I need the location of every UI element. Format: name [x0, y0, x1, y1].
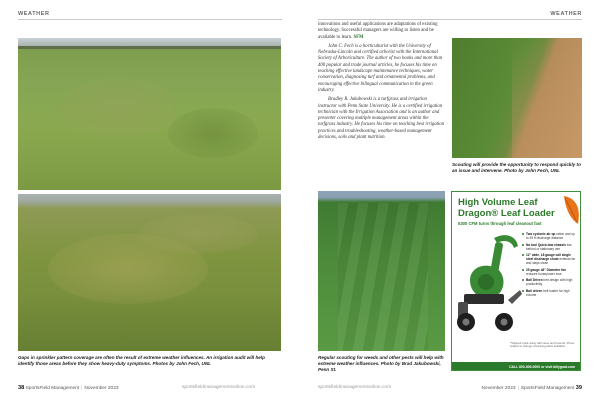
ad-feature-item: 12" wide, 18 gauge call single steel discharge chute extends far and stays clean: [522, 253, 578, 265]
photo-sprinkler-top: [18, 38, 281, 190]
end-mark: SFM: [353, 34, 364, 40]
footer-mag-right: SportsField Management: [520, 386, 575, 391]
footer-separator: |: [517, 386, 519, 391]
article-intro: [318, 22, 446, 41]
ad-title-line2: Dragon® Leaf Loader: [458, 207, 555, 219]
author-bio-fech: John C. Fech is a horticulturist with the University of Nebraska-Lincoln and certified arborist with the International Society of Arboriculture. The author of two books and more than 400 popular and trade journal articles, he focuses his time on teaching effective landscape maintenance techniques, water conservation, diagnosing turf and ornamental problems, and encouraging effective bilingual communication in the green industry.: [318, 43, 443, 93]
leaf-loader-machine-icon: [454, 230, 524, 336]
footer-right: [481, 385, 582, 391]
ad-feature-item: Two cyclonic air op ration and up to 45 ft discharge distance: [522, 232, 578, 240]
ad-title: [458, 198, 568, 219]
photo-scouting-turf: [452, 38, 582, 158]
author-bio-jakubowski: Bradley R. Jakubowski is a turfgrass and irrigation instructor with Penn State University. He is a certified irrigation technician with the Irrigation Association and is an author and presenter covering multiple management areas within the turfgrass industry. He focuses his time on teaching best irrigation practices and troubleshooting, weather-based management decisions, soils and plant nutrition.: [318, 97, 445, 141]
article-intro-text: innovations and useful applications are adaptations of existing technology. Successful managers are willing to listen and be available to learn.: [318, 22, 438, 40]
ad-feature-item: No tool Quick-tow chassis tow behind or stationary use: [522, 243, 578, 251]
photo-sprinkler-bottom: [18, 194, 281, 351]
ad-title-line1: High Volume Leaf: [458, 197, 538, 208]
footer-date-left: November 2023: [84, 386, 119, 391]
ad-feature-item: Ball Driven belt design with high productivity: [522, 278, 578, 286]
header-label-left: WEATHER: [18, 11, 50, 17]
leaf-loader-ad[interactable]: [451, 191, 581, 371]
article-column: [318, 22, 446, 144]
footer-url-right[interactable]: sportsfieldmanagementonline.com: [318, 385, 392, 390]
ad-url-link[interactable]: CALL 800-800-0000 or visit billygoat.com: [509, 364, 575, 369]
ad-feature-item: Bail driven belt loader for high volume: [522, 289, 578, 297]
footer-date-right: November 2023: [481, 386, 516, 391]
header-label-right: WEATHER: [550, 11, 582, 17]
header-divider-right: [318, 19, 582, 20]
ad-subtitle: 5300 CFM turns through leaf cleanout fast: [458, 221, 542, 226]
footer-left: [18, 385, 119, 391]
leaf-logo-icon: [562, 194, 581, 228]
page-number-right: 39: [575, 385, 582, 391]
caption-left: Gaps in sprinkler pattern coverage are often the result of extreme weather influences. An irrigation audit will help identify those areas before they show heavy-duty symptoms. Photos by John Fech, UNL: [18, 355, 265, 367]
footer-mag-left: SportsField Management: [25, 386, 80, 391]
photo-scouting-field: [318, 191, 445, 351]
footer-separator: |: [81, 386, 83, 391]
footer-url-left[interactable]: sportsfieldmanagementonline.com: [182, 385, 256, 390]
caption-middle: Regular scouting for weeds and other pests will help with extreme weather influences. Photo by Brad Jakubowski, Penn St.: [318, 355, 444, 373]
header-divider-left: [18, 19, 282, 20]
ad-feature-list: [522, 232, 578, 299]
caption-right: Scouting will provide the opportunity to respond quickly to an issue and intervene. Photo by John Fech, UNL: [452, 162, 581, 174]
ad-fine-print: *Shipped truck-ready with Hose and hose kit. Prices subject to change. Financing plans available.: [510, 341, 575, 349]
page-number-left: 38: [18, 385, 25, 391]
ad-feature-item: 25 gauge 46" Diameter fan reduces horsepower loss: [522, 268, 578, 276]
